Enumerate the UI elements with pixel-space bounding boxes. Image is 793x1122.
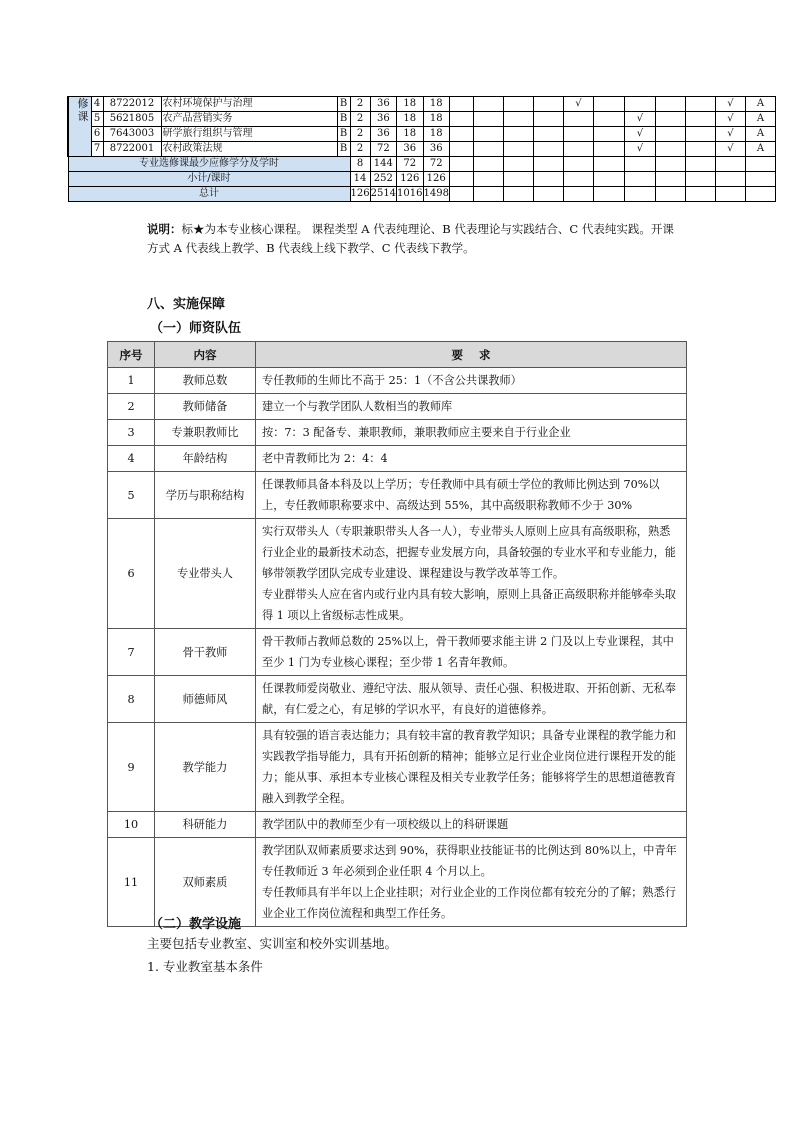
course-mark bbox=[449, 112, 473, 127]
staff-row-no: 4 bbox=[108, 446, 155, 472]
header-requirement: 要 求 bbox=[256, 342, 687, 368]
summary-empty bbox=[533, 172, 563, 187]
requirement-paragraph: 教学团队双师素质要求达到 90%，获得职业技能证书的比例达到 80%以上，中青年专任教师近 3 年必须到企业任职 4 个月以上。 bbox=[262, 844, 677, 878]
course-hours: 72 bbox=[370, 142, 396, 157]
requirement-paragraph: 任课教师具备本科及以上学历；专任教师中具有硕士学位的教师比例达到 70%以上，专任教师职称要求中、高级达到 55%，其中高级职称教师不少于 30% bbox=[262, 478, 660, 512]
summary-empty bbox=[449, 172, 473, 187]
course-credit: 2 bbox=[350, 142, 370, 157]
course-no: 7 bbox=[91, 142, 103, 157]
staff-row-requirement bbox=[256, 472, 687, 519]
course-name: 农产品营销实务 bbox=[161, 112, 337, 127]
staff-row-item: 教师总数 bbox=[155, 368, 256, 394]
course-no: 5 bbox=[91, 112, 103, 127]
header-item: 内容 bbox=[155, 342, 256, 368]
summary-credit: 126 bbox=[350, 187, 370, 202]
summary-theory: 72 bbox=[397, 157, 423, 172]
course-mark: √ bbox=[715, 97, 745, 112]
course-mark bbox=[563, 127, 593, 142]
course-mark bbox=[503, 112, 533, 127]
staff-table bbox=[107, 341, 687, 927]
requirement-paragraph: 专任教师的生师比不高于 25：1（不含公共课教师） bbox=[262, 374, 522, 387]
course-mark: √ bbox=[563, 97, 593, 112]
course-mark: √ bbox=[624, 142, 655, 157]
course-mark bbox=[503, 127, 533, 142]
staff-row-no: 10 bbox=[108, 812, 155, 838]
summary-empty bbox=[624, 157, 655, 172]
course-mark: A bbox=[745, 142, 775, 157]
course-theory: 36 bbox=[397, 142, 423, 157]
course-mark: √ bbox=[715, 112, 745, 127]
staff-row-requirement bbox=[256, 394, 687, 420]
course-practice: 18 bbox=[423, 97, 449, 112]
summary-practice: 72 bbox=[423, 157, 449, 172]
course-type: B bbox=[337, 142, 350, 157]
course-mark bbox=[533, 127, 563, 142]
staff-table-header bbox=[108, 342, 687, 368]
staff-row-requirement bbox=[256, 629, 687, 676]
summary-theory: 1016 bbox=[397, 187, 423, 202]
course-mark bbox=[533, 142, 563, 157]
facilities-paragraph: 主要包括专业教室、实训室和校外实训基地。 bbox=[147, 936, 398, 951]
staff-row-no: 5 bbox=[108, 472, 155, 519]
course-type: B bbox=[337, 97, 350, 112]
summary-empty bbox=[503, 172, 533, 187]
course-name: 农村政策法规 bbox=[161, 142, 337, 157]
course-summary-row bbox=[68, 172, 775, 187]
summary-empty bbox=[563, 172, 593, 187]
subsection-heading-facilities: （二）教学设施 bbox=[150, 917, 242, 932]
course-mark bbox=[655, 142, 685, 157]
staff-row bbox=[108, 812, 687, 838]
course-credit: 2 bbox=[350, 97, 370, 112]
staff-row-no: 9 bbox=[108, 723, 155, 812]
course-code: 5621805 bbox=[103, 112, 161, 127]
summary-empty bbox=[533, 157, 563, 172]
course-mark bbox=[593, 142, 624, 157]
course-mark bbox=[503, 142, 533, 157]
summary-empty bbox=[593, 172, 624, 187]
section-heading: 八、实施保障 bbox=[147, 297, 226, 312]
summary-empty bbox=[715, 172, 745, 187]
course-group-label-char: 修 bbox=[77, 97, 89, 110]
summary-practice: 126 bbox=[423, 172, 449, 187]
staff-row-no: 1 bbox=[108, 368, 155, 394]
summary-empty bbox=[449, 187, 473, 202]
summary-empty bbox=[593, 187, 624, 202]
requirement-paragraph: 任课教师爱岗敬业、遵纪守法、服从领导、责任心强、积极进取、开拓创新、无私奉献，有仁爱之心，有足够的学识水平，有良好的道德修养。 bbox=[262, 682, 676, 716]
course-summary-row bbox=[68, 187, 775, 202]
course-practice: 18 bbox=[423, 112, 449, 127]
course-row bbox=[68, 142, 775, 157]
summary-empty bbox=[563, 157, 593, 172]
course-mark: A bbox=[745, 112, 775, 127]
staff-row-item: 学历与职称结构 bbox=[155, 472, 256, 519]
staff-row-no: 8 bbox=[108, 676, 155, 723]
staff-row bbox=[108, 420, 687, 446]
summary-empty bbox=[745, 157, 775, 172]
course-mark: √ bbox=[715, 127, 745, 142]
staff-row bbox=[108, 446, 687, 472]
summary-empty bbox=[655, 187, 685, 202]
course-group-label-char: 课 bbox=[77, 110, 89, 123]
summary-empty bbox=[745, 187, 775, 202]
staff-row-no: 6 bbox=[108, 519, 155, 629]
course-mark bbox=[473, 142, 503, 157]
staff-row bbox=[108, 519, 687, 629]
staff-row-no: 7 bbox=[108, 629, 155, 676]
staff-row-no: 11 bbox=[108, 838, 155, 927]
requirement-paragraph: 实行双带头人（专职兼职带头人各一人），专业带头人原则上应具有高级职称，熟悉行业企业的最新技术动态，把握专业发展方向，具备较强的专业水平和专业能力，能够带领教学团队完成专业建设、课程建设与教学改革等工作。 bbox=[262, 525, 676, 580]
requirement-paragraph: 专任教师具有半年以上企业挂职；对行业企业的工作岗位都有较充分的了解；熟悉行业企业工作岗位流程和典型工作任务。 bbox=[262, 886, 676, 920]
staff-row-item: 师德师风 bbox=[155, 676, 256, 723]
course-theory: 18 bbox=[397, 112, 423, 127]
course-mark bbox=[655, 97, 685, 112]
course-name: 研学旅行组织与管理 bbox=[161, 127, 337, 142]
course-mark bbox=[655, 127, 685, 142]
course-mark bbox=[685, 142, 715, 157]
course-credit: 2 bbox=[350, 112, 370, 127]
note-label: 说明： bbox=[147, 222, 182, 236]
course-mark bbox=[473, 112, 503, 127]
staff-row-item: 专兼职教师比 bbox=[155, 420, 256, 446]
course-mark bbox=[473, 97, 503, 112]
staff-row-item: 科研能力 bbox=[155, 812, 256, 838]
summary-empty bbox=[685, 172, 715, 187]
course-summary-row bbox=[68, 157, 775, 172]
summary-empty bbox=[685, 157, 715, 172]
course-mark bbox=[473, 127, 503, 142]
staff-row-item: 双师素质 bbox=[155, 838, 256, 927]
course-no: 4 bbox=[91, 97, 103, 112]
staff-row-item: 教学能力 bbox=[155, 723, 256, 812]
course-mark bbox=[563, 142, 593, 157]
staff-row-requirement bbox=[256, 812, 687, 838]
staff-row-requirement bbox=[256, 420, 687, 446]
summary-hours: 252 bbox=[370, 172, 396, 187]
facilities-item-1: 1. 专业教室基本条件 bbox=[147, 959, 263, 974]
summary-label: 小计/课时 bbox=[68, 172, 350, 187]
staff-row-no: 3 bbox=[108, 420, 155, 446]
course-mark bbox=[685, 97, 715, 112]
staff-row bbox=[108, 676, 687, 723]
summary-empty bbox=[655, 172, 685, 187]
summary-empty bbox=[624, 187, 655, 202]
staff-row-item: 专业带头人 bbox=[155, 519, 256, 629]
summary-empty bbox=[715, 157, 745, 172]
note-line-1: 标★为本专业核心课程。 课程类型 A 代表纯理论、B 代表理论与实践结合、C 代表纯实践。开课 bbox=[181, 222, 674, 236]
summary-empty bbox=[473, 187, 503, 202]
course-mark bbox=[685, 112, 715, 127]
course-mark: √ bbox=[715, 142, 745, 157]
requirement-paragraph: 具有较强的语言表达能力；具有较丰富的教育教学知识；具备专业课程的教学能力和实践教学指导能力，具有开拓创新的精神；能够立足行业企业岗位进行课程开发的能力；能从事、承担本专业核心课程及相关专业教学任务；能够将学生的思想道德教育融入到教学全程。 bbox=[262, 729, 676, 805]
staff-row bbox=[108, 723, 687, 812]
course-mark: √ bbox=[624, 127, 655, 142]
course-hours: 36 bbox=[370, 97, 396, 112]
course-mark bbox=[655, 112, 685, 127]
course-practice: 36 bbox=[423, 142, 449, 157]
course-mark bbox=[593, 97, 624, 112]
summary-theory: 126 bbox=[397, 172, 423, 187]
course-row bbox=[68, 127, 775, 142]
summary-empty bbox=[563, 187, 593, 202]
staff-row-requirement bbox=[256, 838, 687, 927]
summary-empty bbox=[715, 187, 745, 202]
course-mark bbox=[624, 97, 655, 112]
course-credit: 2 bbox=[350, 127, 370, 142]
staff-row-no: 2 bbox=[108, 394, 155, 420]
staff-row-requirement bbox=[256, 519, 687, 629]
course-mark: A bbox=[745, 97, 775, 112]
requirement-paragraph: 骨干教师占教师总数的 25%以上，骨干教师要求能主讲 2 门及以上专业课程，其中至少 1 门为专业核心课程；至少带 1 名青年教师。 bbox=[262, 635, 674, 669]
requirement-paragraph: 专业群带头人应在省内或行业内具有较大影响，原则上具备正高级职称并能够牵头取得 1 项以上省级标志性成果。 bbox=[262, 588, 676, 622]
course-mark bbox=[449, 97, 473, 112]
course-mark bbox=[563, 112, 593, 127]
course-mark: A bbox=[745, 127, 775, 142]
course-mark bbox=[503, 97, 533, 112]
course-type: B bbox=[337, 112, 350, 127]
course-mark bbox=[593, 127, 624, 142]
staff-row bbox=[108, 472, 687, 519]
course-code: 8722001 bbox=[103, 142, 161, 157]
summary-empty bbox=[449, 157, 473, 172]
course-group-label bbox=[78, 97, 89, 123]
summary-hours: 144 bbox=[370, 157, 396, 172]
summary-credit: 14 bbox=[350, 172, 370, 187]
course-theory: 18 bbox=[397, 97, 423, 112]
summary-empty bbox=[745, 172, 775, 187]
course-code: 8722012 bbox=[103, 97, 161, 112]
summary-empty bbox=[533, 187, 563, 202]
staff-row-requirement bbox=[256, 368, 687, 394]
course-group-cell bbox=[68, 97, 91, 157]
summary-empty bbox=[593, 157, 624, 172]
requirement-paragraph: 老中青教师比为 2：4：4 bbox=[262, 452, 388, 465]
staff-row-item: 年龄结构 bbox=[155, 446, 256, 472]
summary-practice: 1498 bbox=[423, 187, 449, 202]
course-mark: √ bbox=[624, 112, 655, 127]
staff-row bbox=[108, 368, 687, 394]
summary-label: 总计 bbox=[68, 187, 350, 202]
course-mark bbox=[449, 127, 473, 142]
requirement-paragraph: 建立一个与教学团队人数相当的教师库 bbox=[262, 400, 453, 413]
staff-row-requirement bbox=[256, 446, 687, 472]
course-name: 农村环境保护与治理 bbox=[161, 97, 337, 112]
summary-empty bbox=[473, 157, 503, 172]
course-type: B bbox=[337, 127, 350, 142]
summary-empty bbox=[473, 172, 503, 187]
summary-empty bbox=[655, 157, 685, 172]
requirement-paragraph: 按：7：3 配备专、兼职教师，兼职教师应主要来自于行业企业 bbox=[262, 426, 571, 439]
course-hours: 36 bbox=[370, 127, 396, 142]
summary-empty bbox=[624, 172, 655, 187]
table-note bbox=[147, 220, 707, 258]
course-row bbox=[68, 97, 775, 112]
summary-credit: 8 bbox=[350, 157, 370, 172]
summary-hours: 2514 bbox=[370, 187, 396, 202]
requirement-paragraph: 教学团队中的教师至少有一项校级以上的科研课题 bbox=[262, 818, 509, 831]
course-theory: 18 bbox=[397, 127, 423, 142]
course-code: 7643003 bbox=[103, 127, 161, 142]
staff-row bbox=[108, 629, 687, 676]
course-row bbox=[68, 112, 775, 127]
course-mark bbox=[533, 97, 563, 112]
course-mark bbox=[593, 112, 624, 127]
summary-empty bbox=[503, 157, 533, 172]
course-table bbox=[67, 96, 776, 202]
staff-row-item: 骨干教师 bbox=[155, 629, 256, 676]
summary-label: 专业选修课最少应修学分及学时 bbox=[68, 157, 350, 172]
course-no: 6 bbox=[91, 127, 103, 142]
staff-row-requirement bbox=[256, 676, 687, 723]
course-mark bbox=[685, 127, 715, 142]
header-no: 序号 bbox=[108, 342, 155, 368]
course-mark bbox=[449, 142, 473, 157]
summary-empty bbox=[503, 187, 533, 202]
staff-row-item: 教师储备 bbox=[155, 394, 256, 420]
note-line-2: 方式 A 代表线上教学、B 代表线上线下教学、C 代表线下教学。 bbox=[147, 241, 475, 255]
course-mark bbox=[533, 112, 563, 127]
subsection-heading-staff: （一）师资队伍 bbox=[150, 321, 242, 336]
course-hours: 36 bbox=[370, 112, 396, 127]
staff-row-requirement bbox=[256, 723, 687, 812]
summary-empty bbox=[685, 187, 715, 202]
course-practice: 18 bbox=[423, 127, 449, 142]
staff-row bbox=[108, 394, 687, 420]
